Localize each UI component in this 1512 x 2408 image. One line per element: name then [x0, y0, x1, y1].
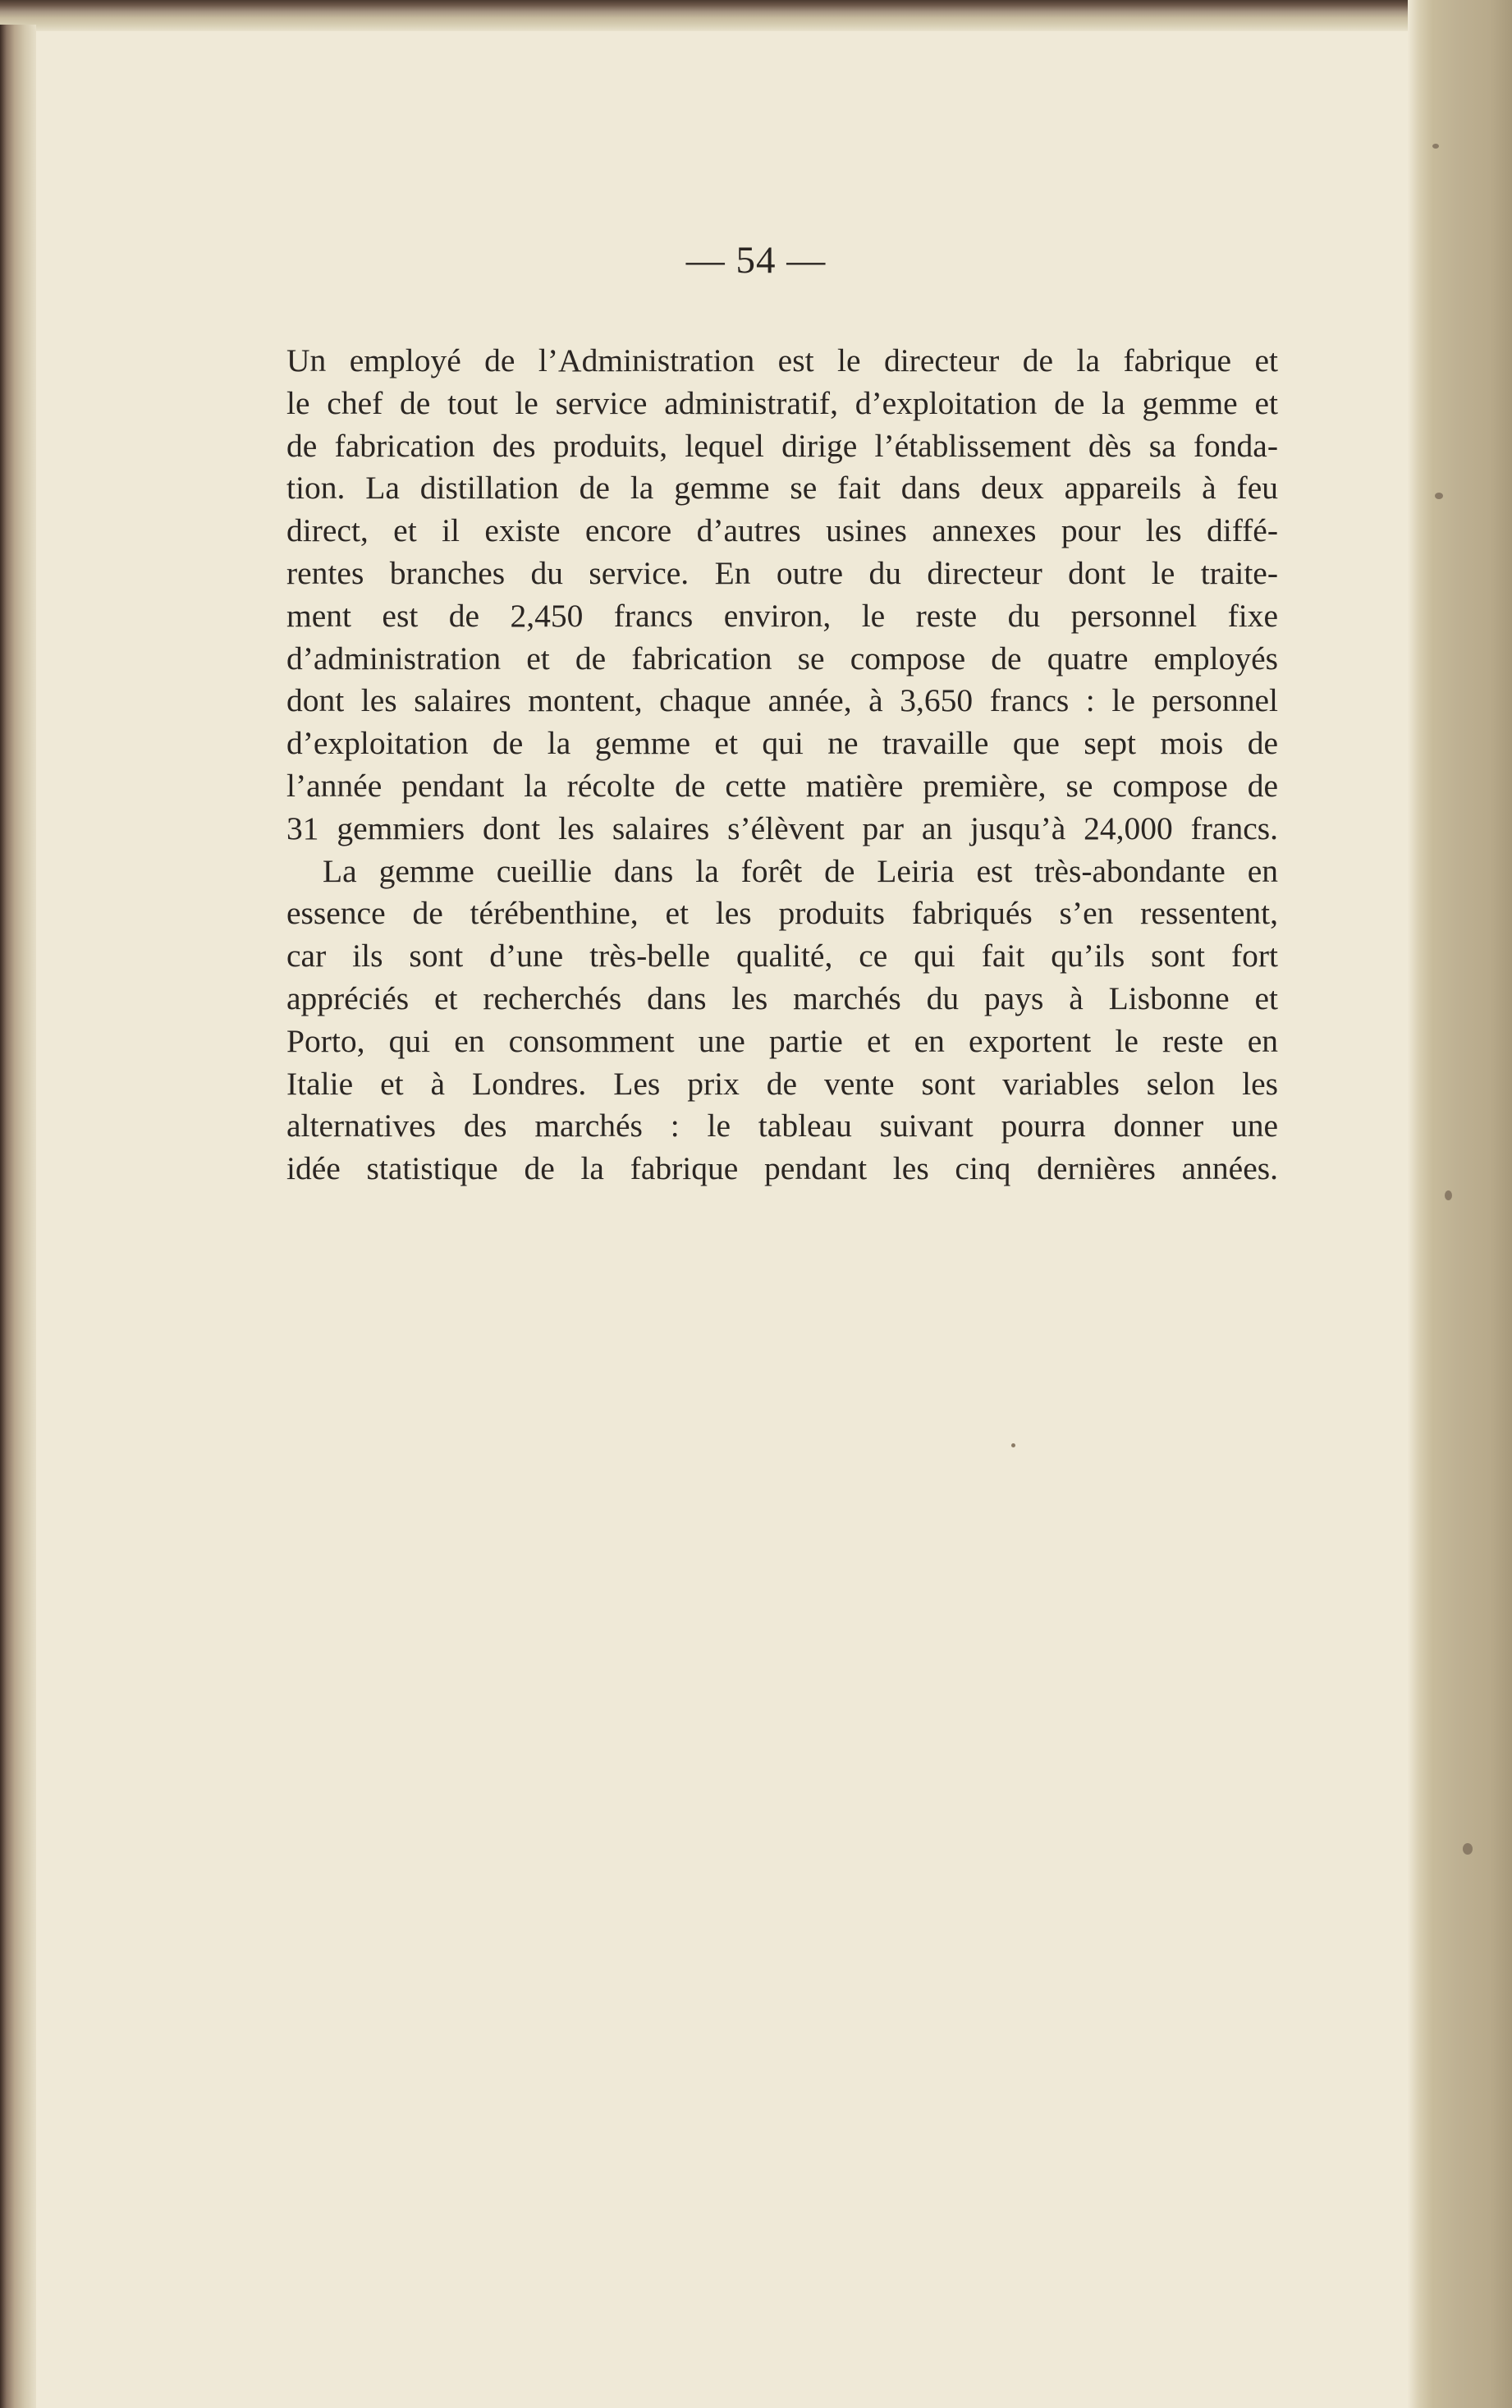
text-line: rentes branches du service. En outre du directeur dont le traite- [286, 554, 1278, 591]
ink-speck [1445, 1190, 1452, 1200]
ink-speck [1463, 1843, 1473, 1855]
text-line: idée statistique de la fabrique pendant les cinq dernières années. [286, 1150, 1278, 1187]
text-line: le chef de tout le service administratif, d’exploitation de la gemme et [286, 384, 1278, 421]
ink-speck [1435, 493, 1443, 499]
text-line: car ils sont d’une très-belle qualité, ce qui fait qu’ils sont fort [286, 938, 1278, 975]
text-line: Italie et à Londres. Les prix de vente sont variables selon les [286, 1065, 1278, 1102]
text-line: dont les salaires montent, chaque année, à 3,650 francs : le personnel [286, 682, 1278, 719]
text-line: alternatives des marchés : le tableau suivant pourra donner une [286, 1108, 1278, 1144]
text-line: tion. La distillation de la gemme se fait dans deux appareils à feu [286, 470, 1278, 507]
text-line: essence de térébenthine, et les produits fabriqués s’en ressentent, [286, 895, 1278, 932]
text-line: d’administration et de fabrication se compose de quatre employés [286, 640, 1278, 677]
ink-speck [1011, 1443, 1015, 1447]
text-line: La gemme cueillie dans la forêt de Leiria est très-abondante en [323, 852, 1278, 889]
top-page-edge [0, 0, 1420, 31]
ink-speck [1432, 144, 1439, 149]
text-line: d’exploitation de la gemme et qui ne travaille que sept mois de [286, 725, 1278, 762]
text-line: Porto, qui en consomment une partie et en exportent le reste en [286, 1022, 1278, 1059]
text-line: Un employé de l’Administration est le directeur de la fabrique et [286, 342, 1278, 378]
text-line: direct, et il existe encore d’autres usines annexes pour les diffé- [286, 512, 1278, 549]
body-text [286, 340, 1278, 1190]
text-line: de fabrication des produits, lequel dirige l’établissement dès sa fonda- [286, 427, 1278, 464]
text-line: appréciés et recherchés dans les marchés du pays à Lisbonne et [286, 979, 1278, 1016]
text-line: ment est de 2,450 francs environ, le reste du personnel fixe [286, 597, 1278, 634]
text-line: 31 gemmiers dont les salaires s’élèvent par an jusqu’à 24,000 francs. [286, 810, 1278, 846]
right-page-edge [1408, 0, 1512, 2408]
page-number: — 54 — [685, 239, 827, 282]
text-line: l’année pendant la récolte de cette matière première, se compose de [286, 767, 1278, 804]
left-binding-edge [0, 25, 36, 2408]
